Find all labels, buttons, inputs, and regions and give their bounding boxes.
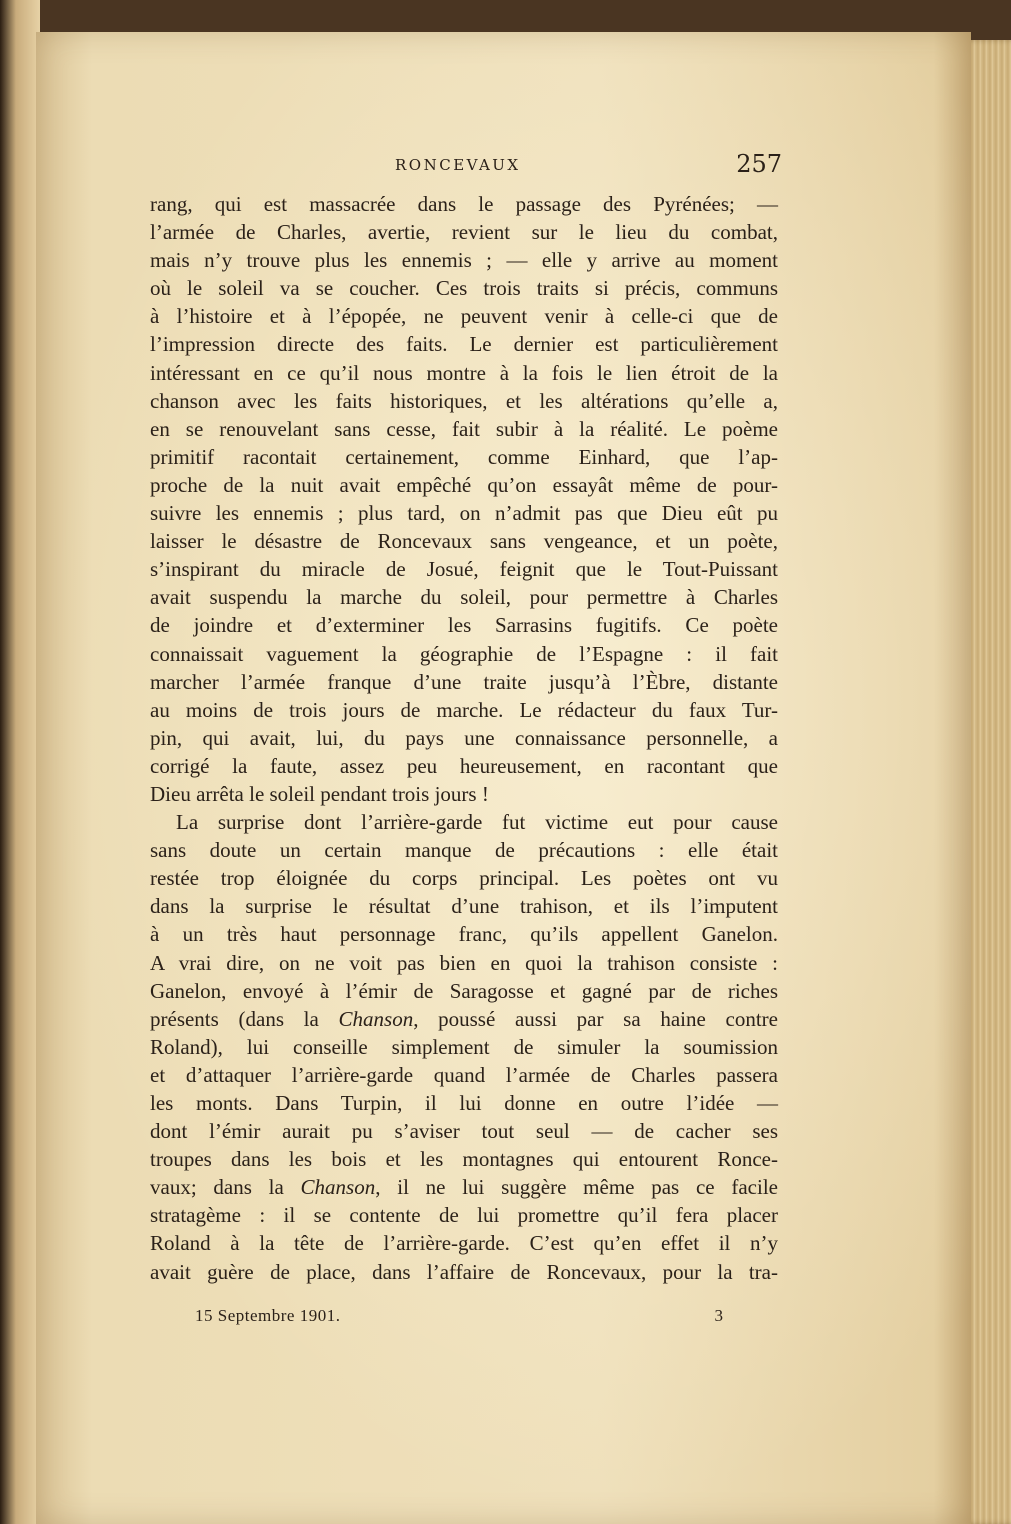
text-segment: , il ne lui suggère même pas ce facile [375,1175,778,1200]
text-line: au moins de trois jours de marche. Le rédacteur du faux Tur- [150,697,778,722]
text-line: proche de la nuit avait empêché qu’on essayât même de pour- [150,472,778,497]
text-line: les monts. Dans Turpin, il lui donne en outre l’idée — [150,1091,778,1115]
text-line: restée trop éloignée du corps principal. Les poètes ont vu [150,866,778,891]
text-line: à l’histoire et à l’épopée, ne peuvent venir à celle-ci que de [150,304,778,329]
text-line: Roland), lui conseille simplement de simuler la soumission [150,1034,778,1059]
signature-mark: 3 [714,1306,723,1325]
text-line: avait guère de place, dans l’affaire de Roncevaux, pour la tra- [150,1259,778,1284]
text-line [150,1005,778,1033]
text-line: en se renouvelant sans cesse, fait subir à la réalité. Le poème [150,416,778,441]
text-line: intéressant en ce qu’il nous montre à la fois le lien étroit de la [150,360,778,385]
text-line [150,1173,778,1201]
text-line: rang, qui est massacrée dans le passage des Pyrénées; — [150,192,778,216]
text-line: où le soleil va se coucher. Ces trois traits si précis, communs [150,276,778,301]
body-text [150,190,778,1286]
running-title: RONCEVAUX [395,156,521,174]
text-line: La surprise dont l’arrière-garde fut victime eut pour cause [176,810,778,835]
text-line: et d’attaquer l’arrière-garde quand l’armée de Charles passera [150,1062,778,1087]
text-line: pin, qui avait, lui, du pays une connaissance personnelle, a [150,725,778,750]
text-line: A vrai dire, on ne voit pas bien en quoi la trahison consiste : [150,950,778,975]
text-line: mais n’y trouve plus les ennemis ; — elle y arrive au moment [150,248,778,273]
paragraph-1 [150,190,778,808]
text-line: Roland à la tête de l’arrière-garde. C’est qu’en effet il n’y [150,1231,778,1256]
work-title: Chanson [338,1006,414,1031]
text-line: l’impression directe des faits. Le dernier est particulièrement [150,332,778,357]
page-number: 257 [736,150,782,178]
text-line: à un très haut personnage franc, qu’ils appellent Ganelon. [150,922,778,947]
text-line: troupes dans les bois et les montagnes qui entourent Ronce- [150,1147,778,1172]
text-line: suivre les ennemis ; plus tard, on n’admit pas que Dieu eût pu [150,501,778,526]
text-line: dans la surprise le résultat d’une trahison, et ils l’imputent [150,894,778,919]
text-segment: présents (dans la [150,1006,339,1031]
paragraph-2 [150,808,778,1286]
text-line: dont l’émir aurait pu s’aviser tout seul — de cacher ses [150,1119,778,1144]
page-footer [195,1306,735,1336]
text-segment: vaux; dans la [150,1175,301,1200]
text-segment: , poussé aussi par sa haine contre [413,1006,778,1031]
text-line: l’armée de Charles, avertie, revient sur le lieu du combat, [150,220,778,245]
text-line: corrigé la faute, assez peu heureusement, en racontant que [150,753,778,778]
work-title: Chanson [300,1175,376,1200]
text-line: sans doute un certain manque de précautions : elle était [150,838,778,863]
text-line: marcher l’armée franque d’une traite jusqu’à l’Èbre, distante [150,669,778,694]
text-line: primitif racontait certainement, comme Einhard, que l’ap- [150,444,778,469]
running-header [150,150,790,180]
text-line: avait suspendu la marche du soleil, pour permettre à Charles [150,585,778,610]
text-line: laisser le désastre de Roncevaux sans vengeance, et un poète, [150,529,778,554]
text-line: s’inspirant du miracle de Josué, feignit que le Tout-Puissant [150,557,778,582]
text-line: connaissait vaguement la géographie de l’Espagne : il fait [150,641,778,666]
issue-date: 15 Septembre 1901. [195,1306,341,1325]
text-line: chanson avec les faits historiques, et les altérations qu’elle a, [150,388,778,413]
text-line: Ganelon, envoyé à l’émir de Saragosse et gagné par de riches [150,978,778,1003]
binding-edge [0,0,40,1524]
text-line: de joindre et d’exterminer les Sarrasins fugitifs. Ce poète [150,613,778,638]
text-line: Dieu arrêta le soleil pendant trois jours ! [150,781,489,806]
text-line: stratagème : il se contente de lui promettre qu’il fera placer [150,1203,778,1228]
